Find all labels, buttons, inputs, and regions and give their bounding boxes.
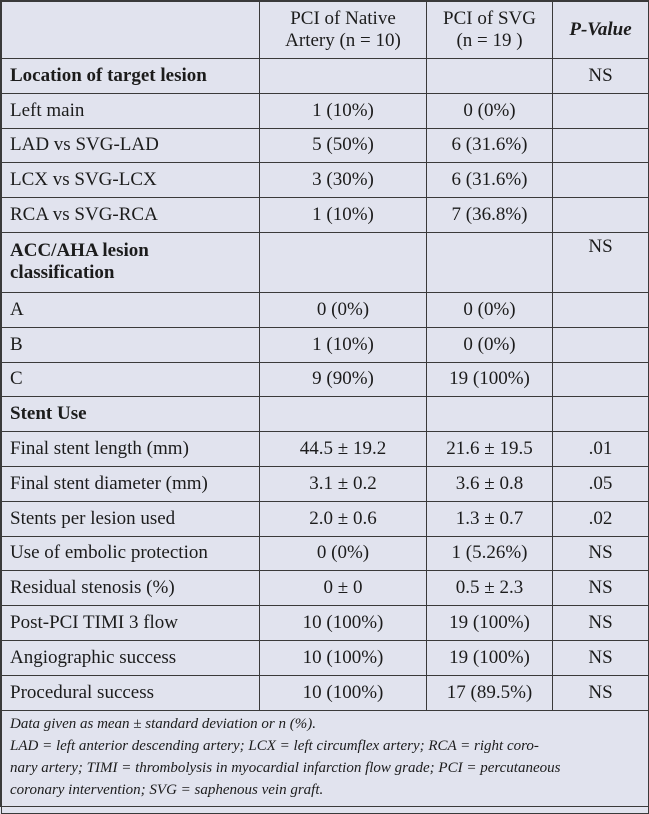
- native-value: 10 (100%): [260, 675, 427, 710]
- table-row: [2, 128, 649, 163]
- p-value: NS: [553, 606, 649, 641]
- native-value: 9 (90%): [260, 362, 427, 397]
- svg-value: 0 (0%): [427, 292, 553, 327]
- p-value: NS: [553, 232, 649, 292]
- row-label: Post-PCI TIMI 3 flow: [2, 606, 260, 641]
- table-row: [2, 466, 649, 501]
- row-label: LAD vs SVG-LAD: [2, 128, 260, 163]
- p-value: NS: [553, 675, 649, 710]
- row-label: Left main: [2, 93, 260, 128]
- footnote-row: [2, 710, 649, 813]
- row-label: Procedural success: [2, 675, 260, 710]
- native-value: 0 (0%): [260, 536, 427, 571]
- native-value: 1 (10%): [260, 93, 427, 128]
- row-label-line1: ACC/AHA lesion: [10, 240, 149, 262]
- table-row: [2, 198, 649, 233]
- p-value: NS: [553, 571, 649, 606]
- table-row: [2, 606, 649, 641]
- row-label: B: [2, 327, 260, 362]
- svg-value: 6 (31.6%): [427, 163, 553, 198]
- row-label: A: [2, 292, 260, 327]
- svg-value: [427, 397, 553, 432]
- row-label: LCX vs SVG-LCX: [2, 163, 260, 198]
- p-value: [553, 327, 649, 362]
- p-value: [553, 93, 649, 128]
- svg-value: 19 (100%): [427, 362, 553, 397]
- header-svg-line1: PCI of SVG: [443, 8, 536, 29]
- svg-value: 21.6 ± 19.5: [427, 432, 553, 467]
- p-value: [553, 292, 649, 327]
- p-value: NS: [553, 59, 649, 94]
- header-svg: [427, 2, 553, 59]
- native-value: [260, 232, 427, 292]
- native-value: 10 (100%): [260, 606, 427, 641]
- row-label: Final stent length (mm): [2, 432, 260, 467]
- native-value: 3 (30%): [260, 163, 427, 198]
- table-footnote: [2, 710, 649, 813]
- native-value: 10 (100%): [260, 640, 427, 675]
- header-svg-line2: (n = 19 ): [456, 30, 523, 51]
- row-label: C: [2, 362, 260, 397]
- table-row: [2, 93, 649, 128]
- p-value: NS: [553, 536, 649, 571]
- p-value: [553, 128, 649, 163]
- p-value: [553, 198, 649, 233]
- row-label: Stents per lesion used: [2, 501, 260, 536]
- native-value: [260, 397, 427, 432]
- p-value: .02: [553, 501, 649, 536]
- svg-value: [427, 59, 553, 94]
- p-value: .01: [553, 432, 649, 467]
- footnote-line2: LAD = left anterior descending artery; LCX = left circumflex artery; RCA = right coro-: [10, 737, 539, 754]
- table-row: [2, 362, 649, 397]
- p-value: NS: [553, 640, 649, 675]
- table-row: [2, 640, 649, 675]
- row-label: Use of embolic protection: [2, 536, 260, 571]
- svg-value: 1.3 ± 0.7: [427, 501, 553, 536]
- table-header-row: [2, 2, 649, 59]
- row-label: RCA vs SVG-RCA: [2, 198, 260, 233]
- table-row: [2, 432, 649, 467]
- native-value: 0 ± 0: [260, 571, 427, 606]
- native-value: 1 (10%): [260, 327, 427, 362]
- table-row: [2, 163, 649, 198]
- svg-value: 0 (0%): [427, 93, 553, 128]
- footnote-line1: Data given as mean ± standard deviation or n (%).: [10, 715, 316, 732]
- native-value: 3.1 ± 0.2: [260, 466, 427, 501]
- p-value: .05: [553, 466, 649, 501]
- footnote-line3: nary artery; TIMI = thrombolysis in myocardial infarction flow grade; PCI = percutaneous: [10, 759, 561, 776]
- p-value: [553, 163, 649, 198]
- footnote-line4: coronary intervention; SVG = saphenous vein graft.: [10, 781, 324, 798]
- svg-value: 6 (31.6%): [427, 128, 553, 163]
- svg-value: 19 (100%): [427, 606, 553, 641]
- table-row: [2, 536, 649, 571]
- p-value: [553, 362, 649, 397]
- table-row: [2, 397, 649, 432]
- table-row: [2, 232, 649, 292]
- header-native-line2: Artery (n = 10): [285, 30, 401, 51]
- table-row: [2, 292, 649, 327]
- header-p-value: P-Value: [553, 2, 649, 59]
- table-row: [2, 501, 649, 536]
- row-label: [2, 232, 260, 292]
- results-table: [1, 1, 649, 814]
- native-value: 0 (0%): [260, 292, 427, 327]
- svg-value: 0.5 ± 2.3: [427, 571, 553, 606]
- native-value: [260, 59, 427, 94]
- row-label: Angiographic success: [2, 640, 260, 675]
- table-row: [2, 571, 649, 606]
- table-row: [2, 327, 649, 362]
- svg-value: 1 (5.26%): [427, 536, 553, 571]
- row-label: Final stent diameter (mm): [2, 466, 260, 501]
- table-row: [2, 59, 649, 94]
- svg-value: [427, 232, 553, 292]
- header-native-artery: [260, 2, 427, 59]
- row-label: Stent Use: [2, 397, 260, 432]
- header-native-line1: PCI of Native: [290, 8, 396, 29]
- table-row: [2, 675, 649, 710]
- header-empty-cell: [2, 2, 260, 59]
- svg-value: 3.6 ± 0.8: [427, 466, 553, 501]
- native-value: 1 (10%): [260, 198, 427, 233]
- svg-value: 0 (0%): [427, 327, 553, 362]
- row-label-line2: classification: [10, 262, 115, 284]
- p-value: [553, 397, 649, 432]
- native-value: 44.5 ± 19.2: [260, 432, 427, 467]
- native-value: 2.0 ± 0.6: [260, 501, 427, 536]
- native-value: 5 (50%): [260, 128, 427, 163]
- svg-value: 17 (89.5%): [427, 675, 553, 710]
- row-label: Location of target lesion: [2, 59, 260, 94]
- svg-value: 19 (100%): [427, 640, 553, 675]
- svg-value: 7 (36.8%): [427, 198, 553, 233]
- row-label: Residual stenosis (%): [2, 571, 260, 606]
